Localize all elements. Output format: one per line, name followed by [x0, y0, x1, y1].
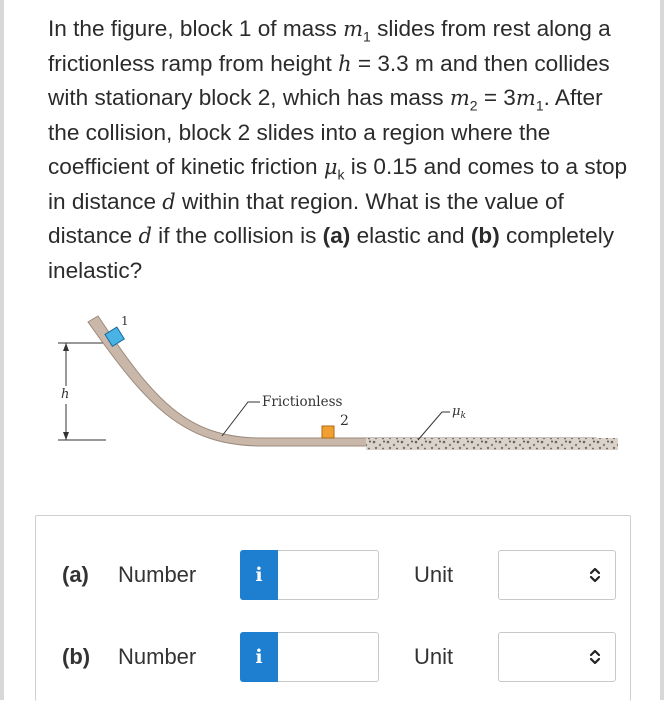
problem-statement: In the figure, block 1 of mass $m_1$ slides from rest along a frictionless ramp from height h = 3.3 m and then collides with stationary block 2, which has mass $m_2 = 3m_1$. After the collision, block 2 slides into a region where the coefficient of kinetic friction $\mu_k$ is 0.15 and comes to a stop in distance d within that region. What is the value of distance d if the collision is (a) elastic and (b) completely inelastic?: [48, 16, 628, 283]
frictionless-label: Frictionless: [262, 394, 343, 410]
number-input-a[interactable]: [278, 550, 379, 600]
mu-label: μ: [452, 404, 461, 419]
chevron-updown-icon: [587, 647, 603, 667]
block-1-label: 1: [121, 314, 129, 328]
window-right-border: [660, 0, 664, 700]
answer-row-a: [36, 550, 630, 602]
number-input-b[interactable]: [278, 632, 379, 682]
unit-label-a: Unit: [414, 562, 454, 587]
info-icon: i: [255, 646, 263, 668]
unit-select-a[interactable]: [498, 550, 616, 600]
number-label-b: Number: [118, 644, 197, 669]
unit-select-b[interactable]: [498, 632, 616, 682]
number-label-a: Number: [118, 562, 197, 587]
answer-row-b: [36, 632, 630, 684]
answer-panel: [35, 515, 631, 701]
frictionless-leader: [222, 402, 260, 436]
block-2: [322, 426, 334, 438]
block-2-label: 2: [340, 413, 349, 429]
svg-text:μk: [452, 404, 466, 421]
window-left-border: [0, 0, 4, 700]
unit-label-b: Unit: [414, 644, 454, 669]
friction-region: [366, 438, 618, 450]
chevron-updown-icon: [587, 565, 603, 585]
mu-subscript: k: [460, 411, 466, 421]
ramp-figure: [36, 300, 626, 480]
part-a-label: (a): [62, 562, 89, 587]
height-label: h: [61, 387, 70, 402]
friction-leader: [418, 412, 450, 440]
info-button-a[interactable]: [240, 550, 278, 600]
info-icon: i: [255, 564, 263, 586]
part-b-label: (b): [62, 644, 91, 669]
info-button-b[interactable]: [240, 632, 278, 682]
